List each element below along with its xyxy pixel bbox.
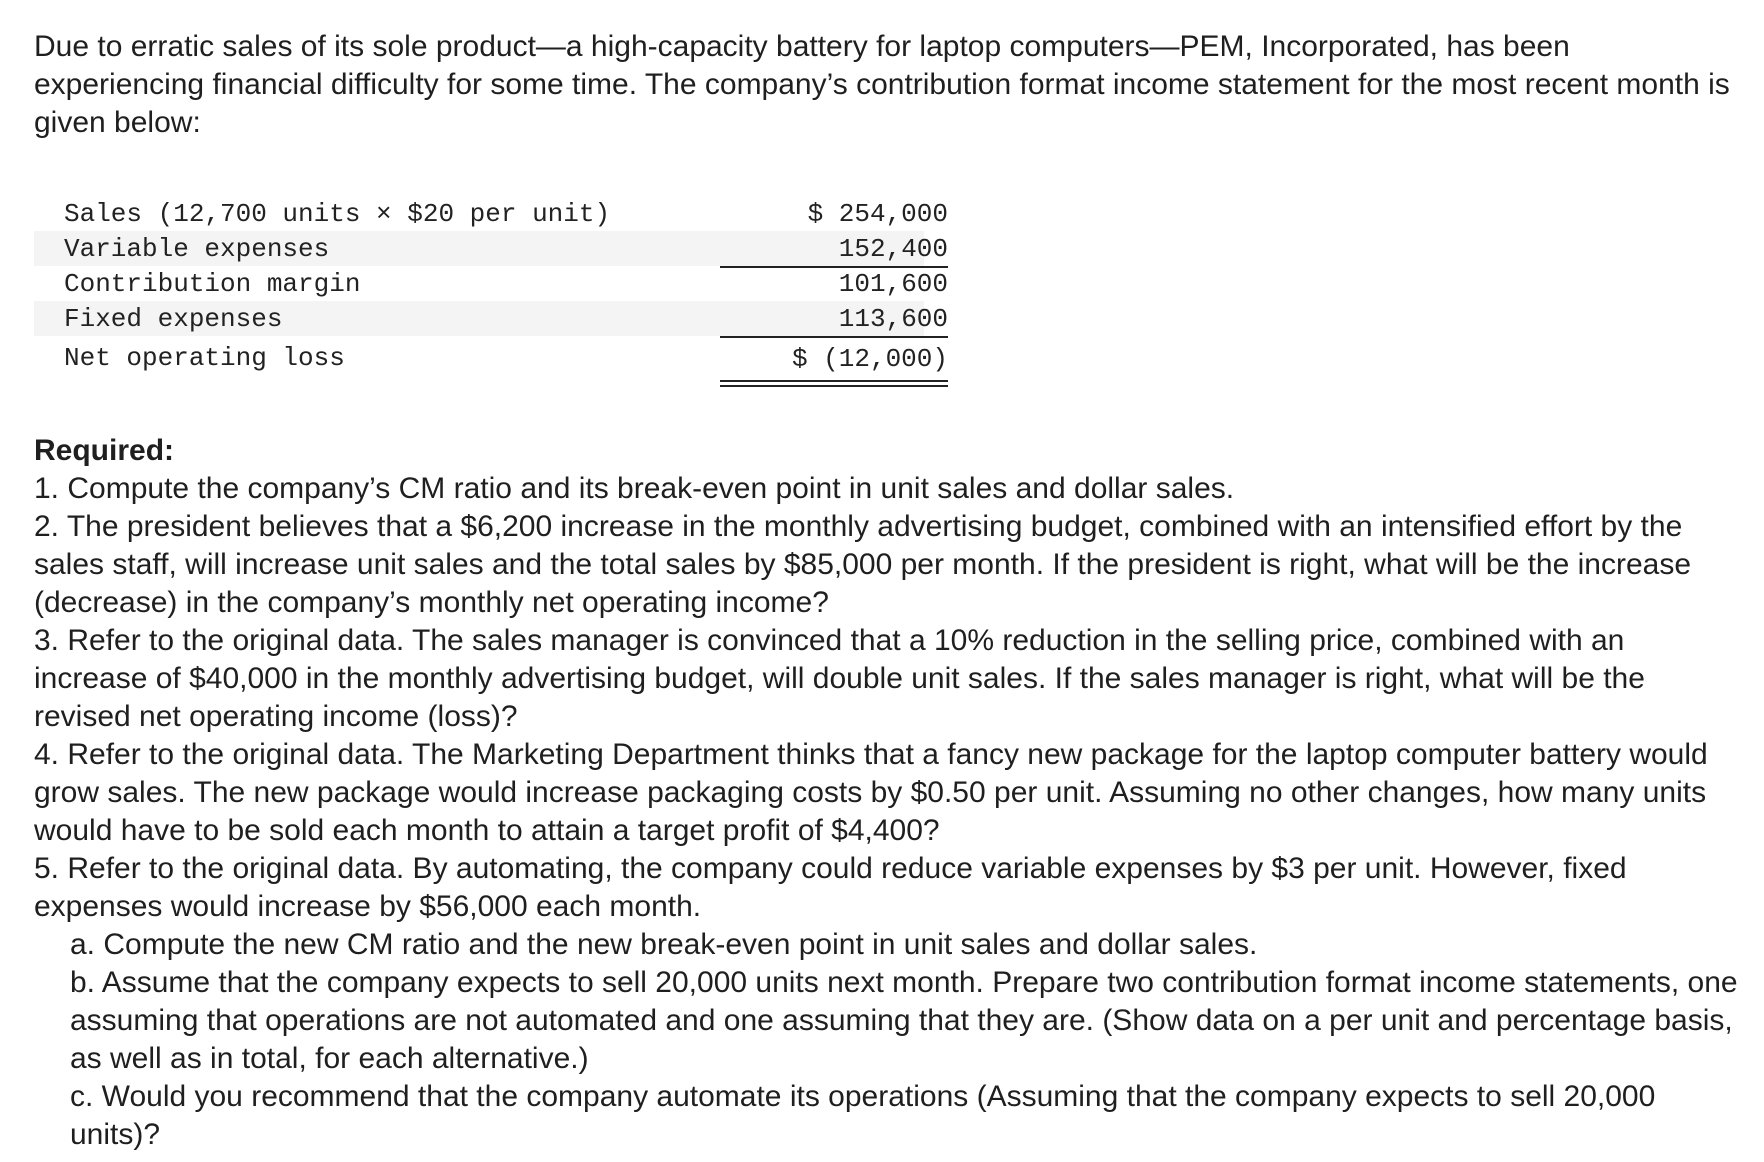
required-heading: Required:	[34, 434, 175, 467]
row-amount: 152,400	[720, 234, 948, 268]
row-label: Variable expenses	[64, 234, 330, 264]
required-item-3: 3. Refer to the original data. The sales manager is convinced that a 10% reduction in the selling price, combined with an increase of $40,000 in the monthly advertising budget, will double unit sales. If the sales manager is right, what will be the revised net operating income (loss)?	[34, 624, 1645, 733]
row-amount: 113,600	[720, 304, 948, 338]
row-label: Net operating loss	[64, 343, 345, 373]
double-underline	[720, 380, 948, 387]
required-item-5: 5. Refer to the original data. By automating, the company could reduce variable expenses by $3 per unit. However, fixed expenses would increase by $56,000 each month.	[34, 852, 1627, 923]
required-subitem-c: c. Would you recommend that the company automate its operations (Assuming that the company expects to sell 20,000 units)?	[70, 1080, 1656, 1151]
problem-document	[34, 28, 1744, 1154]
intro-paragraph: Due to erratic sales of its sole product—a high-capacity battery for laptop computers—PEM, Incorporated, has been experiencing financial difficulty for some time. The company’s contribution format income statement for the most recent month is given below:	[34, 30, 1730, 139]
statement-row-contribution-margin	[34, 266, 948, 301]
statement-row-fixed-expenses	[34, 301, 948, 336]
statement-row-variable-expenses	[34, 231, 948, 266]
row-amount: $ (12,000)	[791, 344, 948, 374]
required-section	[34, 432, 1744, 1154]
statement-row-net-operating-loss	[34, 340, 948, 384]
row-amount: $ 254,000	[807, 199, 948, 229]
required-item-2: 2. The president believes that a $6,200 increase in the monthly advertising budget, combined with an intensified effort by the sales staff, will increase unit sales and the total sales by $85,000 per month. If the president is right, what will be the increase (decrease) in the company’s monthly net operating income?	[34, 510, 1692, 619]
required-subitem-a: a. Compute the new CM ratio and the new break-even point in unit sales and dollar sales.	[70, 928, 1258, 961]
income-statement-table	[34, 196, 948, 384]
required-item-4: 4. Refer to the original data. The Marketing Department thinks that a fancy new package for the laptop computer battery would grow sales. The new package would increase packaging costs by $0.50 per unit. Assuming no other changes, how many units would have to be sold each month to attain a target profit of $4,400?	[34, 738, 1708, 847]
required-subitem-b: b. Assume that the company expects to sell 20,000 units next month. Prepare two contribution format income statements, one assuming that operations are not automated and one assuming that they are. (Show data on a per unit and percentage basis, as well as in total, for each alternative.)	[70, 966, 1738, 1075]
row-label: Contribution margin	[64, 269, 361, 299]
required-item-1: 1. Compute the company’s CM ratio and its break-even point in unit sales and dollar sales.	[34, 472, 1235, 505]
row-amount: 101,600	[838, 269, 948, 299]
statement-row-sales	[34, 196, 948, 231]
row-label: Fixed expenses	[64, 304, 283, 334]
row-label: Sales (12,700 units × $20 per unit)	[64, 199, 611, 229]
